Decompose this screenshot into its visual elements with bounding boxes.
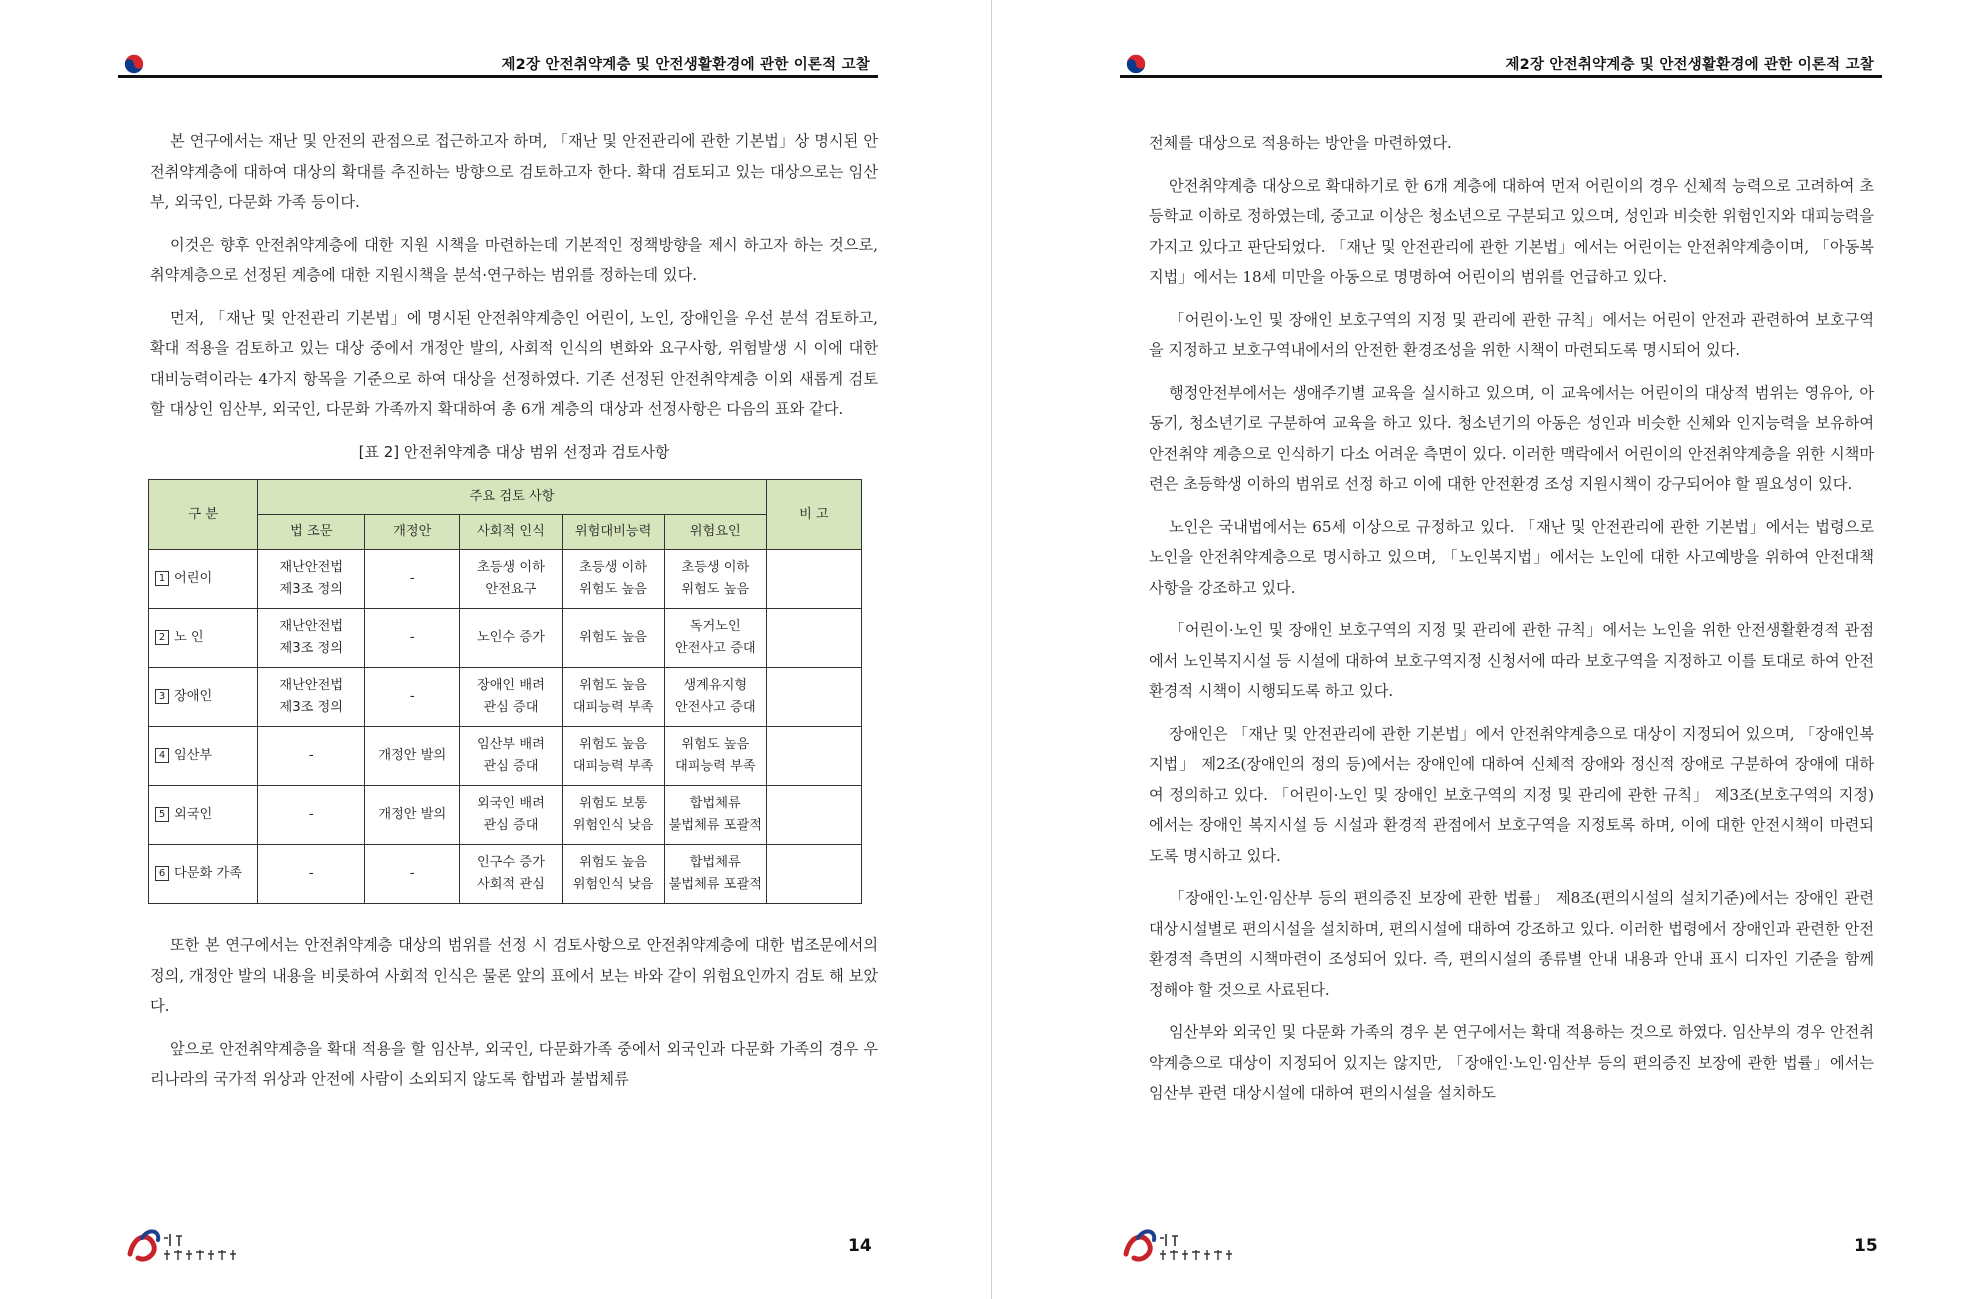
cell-risk — [664, 727, 766, 786]
cell-line: 초등생 이하 — [476, 560, 545, 575]
taegeuk-emblem-icon — [124, 54, 144, 74]
cell-prep — [562, 668, 664, 727]
table-body — [149, 550, 862, 904]
cell-risk — [664, 609, 766, 668]
cell-social — [460, 786, 562, 845]
cell-line: - — [409, 866, 415, 881]
cell-amend — [365, 668, 460, 727]
review-table — [148, 479, 862, 904]
left-body — [150, 126, 878, 1107]
cell-line: 외국인 배려 — [476, 796, 545, 811]
cell-line: 대피능력 부족 — [674, 759, 756, 774]
cell-line: 위험도 높음 — [681, 582, 750, 597]
cell-line: 위험인식 낮음 — [572, 818, 654, 833]
group-label: 장애인 — [174, 689, 213, 704]
cell-note — [766, 609, 861, 668]
body-paragraph: 「장애인·노인·임산부 등의 편의증진 보장에 관한 법률」 제8조(편의시설의 설치기준)에서는 장애인 관련 대상시설별로 편의시설을 설치하며, 편의시설에 대하여 강조하고 있다. 이러한 법령에서 장애인과 관련한 안전 환경적 측면의 시책마련이 조성되어 있다. 즉, 편의시설의 종류별 안내 내용과 안내 표시 디자인 기준을 함께 정해야 할 것으로 사료된다. — [1149, 889, 1874, 999]
table-row — [149, 609, 862, 668]
body-paragraph: 앞으로 안전취약계층을 확대 적용을 할 임산부, 외국인, 다문화가족 중에서 외국인과 다문화 가족의 경우 우리나라의 국가적 위상과 안전에 사람이 소외되지 않도록 합법과 불법체류 — [150, 1039, 878, 1088]
cell-line: 제3조 정의 — [279, 582, 344, 597]
cell-social — [460, 609, 562, 668]
cell-line: 관심 증대 — [483, 759, 539, 774]
cell-line: 재난안전법 — [279, 619, 344, 634]
cell-line: 안전요구 — [485, 582, 537, 597]
body-paragraph: 이것은 향후 안전취약계층에 대한 지원 시책을 마련하는데 기본적인 정책방향을 제시 하고자 하는 것으로, 취약계층으로 선정된 계층에 대한 지원시책을 분석·연구하는 범위를 정하는데 있다. — [150, 235, 878, 284]
cell-line: 위험도 높음 — [579, 630, 648, 645]
cell-line: 위험인식 낮음 — [572, 877, 654, 892]
cell-law — [258, 845, 365, 904]
cell-law — [258, 550, 365, 609]
cell-law — [258, 609, 365, 668]
body-paragraph: 「어린이·노인 및 장애인 보호구역의 지정 및 관리에 관한 규칙」에서는 어린이 안전과 관련하여 보호구역을 지정하고 보호구역내에서의 안전한 환경조성을 위한 시책이 마련되도록 명시되어 있다. — [1149, 310, 1874, 359]
body-paragraph: 안전취약계층 대상으로 확대하기로 한 6개 계층에 대하여 먼저 어린이의 경우 신체적 능력으로 고려하여 초등학교 이하로 정하였는데, 중고교 이상은 청소년으로 구분되고 있으며, 성인과 비슷한 위험인지와 대피능력을 가지고 있다고 판단되었다. 「재난 및 안전관리에 관한 기본법」에서는 어린이는 안전취약계층이며, 「아동복지법」에서는 18세 미만을 아동으로 명명하여 어린이의 범위를 언급하고 있다. — [1149, 176, 1874, 286]
row-number-box: 2 — [155, 630, 169, 645]
cell-note — [766, 668, 861, 727]
cell-social — [460, 845, 562, 904]
continued-line: 전체를 대상으로 적용하는 방안을 마련하였다. — [1149, 134, 1452, 152]
cell-line: 개정안 발의 — [378, 807, 447, 822]
right-body — [1149, 128, 1874, 1121]
row-number-box: 5 — [155, 807, 169, 822]
group-label: 외국인 — [174, 807, 213, 822]
row-number-box: 4 — [155, 748, 169, 763]
cell-line: 위험도 높음 — [681, 737, 750, 752]
cell-law — [258, 727, 365, 786]
table-row — [149, 727, 862, 786]
cell-amend — [365, 845, 460, 904]
cell-line: 위험도 높음 — [579, 855, 648, 870]
page-number: 14 — [848, 1236, 872, 1256]
group-label: 임산부 — [174, 748, 213, 763]
table-row — [149, 668, 862, 727]
slogan-calligraphy-logo — [124, 1224, 254, 1268]
cell-line: 위험도 높음 — [579, 678, 648, 693]
cell-note — [766, 845, 861, 904]
cell-note — [766, 727, 861, 786]
table-row — [149, 786, 862, 845]
body-paragraph: 노인은 국내법에서는 65세 이상으로 규정하고 있다. 「재난 및 안전관리에 관한 기본법」에서는 법령으로 노인을 안전취약계층으로 명시하고 있으며, 「노인복지법」에서는 노인에 대한 사고예방을 위하여 안전대책 사항을 강조하고 있다. — [1149, 517, 1874, 597]
subheader-cell: 사회적 인식 — [460, 515, 562, 550]
right-page — [992, 0, 1983, 1299]
cell-line: 대피능력 부족 — [572, 700, 654, 715]
cell-law — [258, 786, 365, 845]
table-caption: [표 2] 안전취약계층 대상 범위 선정과 검토사항 — [358, 442, 670, 461]
body-paragraph: 먼저, 「재난 및 안전관리 기본법」에 명시된 안전취약계층인 어린이, 노인, 장애인을 우선 분석 검토하고, 확대 적용을 검토하고 있는 대상 중에서 개정안 발의, 사회적 인식의 변화와 요구사항, 위험발생 시 이에 대한 대비능력이라는 4가지 항목을 기준으로 하여 대상을 선정하였다. 기존 선정된 안전취약계층 이외 새롭게 검토 할 대상인 임산부, 외국인, 다문화 가족까지 확대하여 총 6개 계층의 대상과 선정사항은 다음의 표와 같다. — [150, 308, 878, 418]
cell-risk — [664, 550, 766, 609]
cell-line: 독거노인 — [689, 619, 741, 634]
cell-line: - — [409, 689, 415, 704]
cell-risk — [664, 845, 766, 904]
cell-note — [766, 786, 861, 845]
subheader-cell: 위험요인 — [664, 515, 766, 550]
page-header — [1120, 52, 1882, 78]
cell-line: - — [409, 630, 415, 645]
cell-line: 임산부 배려 — [476, 737, 545, 752]
page-number: 15 — [1854, 1236, 1878, 1256]
cell-amend — [365, 609, 460, 668]
body-paragraph: 「어린이·노인 및 장애인 보호구역의 지정 및 관리에 관한 규칙」에서는 노인을 위한 안전생활환경적 관점에서 노인복지시설 등 시설에 대하여 보호구역지정 신청서에 따라 보호구역을 지정하고 이를 토대로 하여 안전 환경적 시책이 시행되도록 하고 있다. — [1149, 621, 1874, 700]
cell-social — [460, 668, 562, 727]
cell-line: 인구수 증가 — [476, 855, 545, 870]
cell-prep — [562, 786, 664, 845]
cell-line: 사회적 관심 — [476, 877, 545, 892]
cell-line: 위험도 높음 — [579, 582, 648, 597]
chapter-title: 제2장 안전취약계층 및 안전생활환경에 관한 이론적 고찰 — [501, 57, 870, 73]
chapter-title: 제2장 안전취약계층 및 안전생활환경에 관한 이론적 고찰 — [1505, 57, 1874, 73]
paragraphs-after — [150, 930, 878, 1095]
cell-line: 안전사고 증대 — [674, 700, 756, 715]
paragraphs-before — [150, 126, 878, 425]
cell-line: 위험도 보통 — [579, 796, 648, 811]
cell-risk — [664, 786, 766, 845]
cell-prep — [562, 727, 664, 786]
cell-line: - — [308, 748, 314, 763]
left-page — [0, 0, 991, 1299]
table-row — [149, 550, 862, 609]
cell-line: 초등생 이하 — [681, 560, 750, 575]
cell-line: 관심 증대 — [483, 700, 539, 715]
cell-law — [258, 668, 365, 727]
cell-line: 합법체류 — [689, 855, 741, 870]
cell-note — [766, 550, 861, 609]
group-label: 다문화 가족 — [174, 866, 242, 881]
cell-line: 안전사고 증대 — [674, 641, 756, 656]
row-number-box: 1 — [155, 571, 169, 586]
body-paragraph: 행정안전부에서는 생애주기별 교육을 실시하고 있으며, 이 교육에서는 어린이의 대상적 범위는 영유아, 아동기, 청소년기로 구분하여 교육을 하고 있다. 청소년기의 아동은 성인과 비슷한 신체와 인지능력을 보유하여 안전취약 계층으로 인식하기 다소 어려운 측면이 있다. 이러한 맥락에서 어린이의 안전취약계층을 위한 시책마련은 초등학생 이하의 범위로 선정 하고 이에 대한 안전환경 조성 지원시책이 강구되어야 할 필요성이 있다. — [1149, 383, 1874, 493]
body-paragraph: 장애인은 「재난 및 안전관리에 관한 기본법」에서 안전취약계층으로 대상이 지정되어 있으며, 「장애인복지법」 제2조(장애인의 정의 등)에서는 장애인에 대하여 신체적 장애와 정신적 장애로 구분하여 장애에 대하여 정의하고 있다. 「어린이·노인 및 장애인 보호구역의 지정 및 관리에 관한 규칙」 제3조(보호구역의 지정)에서는 장애인 복지시설 등 시설과 환경적 관점에서 보호구역을 지정토록 하며, 이에 대한 안전시책이 마련되도록 명시하고 있다. — [1149, 724, 1874, 865]
cell-prep — [562, 609, 664, 668]
subheader-cell: 개정안 — [365, 515, 460, 550]
taegeuk-emblem-icon — [1126, 54, 1146, 74]
group-cell — [149, 609, 258, 668]
header-group: 구 분 — [149, 480, 258, 550]
cell-line: 관심 증대 — [483, 818, 539, 833]
cell-line: - — [308, 807, 314, 822]
row-number-box: 3 — [155, 689, 169, 704]
header-note: 비 고 — [766, 480, 861, 550]
cell-line: 재난안전법 — [279, 678, 344, 693]
cell-line: 제3조 정의 — [279, 700, 344, 715]
header-main: 주요 검토 사항 — [258, 480, 767, 515]
group-cell — [149, 845, 258, 904]
group-cell — [149, 668, 258, 727]
right-paragraphs — [1149, 171, 1874, 1109]
cell-prep — [562, 845, 664, 904]
cell-social — [460, 727, 562, 786]
group-label: 노 인 — [174, 630, 204, 645]
slogan-calligraphy-logo — [1120, 1224, 1250, 1268]
cell-amend — [365, 727, 460, 786]
group-cell — [149, 550, 258, 609]
cell-prep — [562, 550, 664, 609]
cell-line: 불법체류 포괄적 — [668, 818, 762, 833]
group-label: 어린이 — [174, 571, 213, 586]
page-header — [118, 52, 878, 78]
row-number-box: 6 — [155, 866, 169, 881]
cell-line: 노인수 증가 — [476, 630, 545, 645]
cell-risk — [664, 668, 766, 727]
cell-line: 재난안전법 — [279, 560, 344, 575]
body-paragraph: 본 연구에서는 재난 및 안전의 관점으로 접근하고자 하며, 「재난 및 안전관리에 관한 기본법」상 명시된 안전취약계층에 대하여 대상의 확대를 추진하는 방향으로 검토하고자 한다. 확대 검토되고 있는 대상으로는 임산부, 외국인, 다문화 가족 등이다. — [150, 132, 878, 211]
cell-amend — [365, 550, 460, 609]
cell-line: 제3조 정의 — [279, 641, 344, 656]
cell-social — [460, 550, 562, 609]
cell-line: 대피능력 부족 — [572, 759, 654, 774]
body-paragraph: 또한 본 연구에서는 안전취약계층 대상의 범위를 선정 시 검토사항으로 안전취약계층에 대한 법조문에서의 정의, 개정안 발의 내용을 비롯하여 사회적 인식은 물론 앞의 표에서 보는 바와 같이 위험요인까지 검토 해 보았다. — [150, 936, 878, 1015]
body-paragraph: 임산부와 외국인 및 다문화 가족의 경우 본 연구에서는 확대 적용하는 것으로 하였다. 임산부의 경우 안전취약계층으로 대상이 지정되어 있지는 않지만, 「장애인·노인·임산부 등의 편의증진 보장에 관한 법률」에서는 임산부 관련 대상시설에 대하여 편의시설을 설치하도 — [1149, 1023, 1874, 1102]
cell-line: 개정안 발의 — [378, 748, 447, 763]
group-cell — [149, 786, 258, 845]
group-cell — [149, 727, 258, 786]
subheader-cell: 위험대비능력 — [562, 515, 664, 550]
table-row — [149, 845, 862, 904]
cell-line: - — [308, 866, 314, 881]
subheader-cell: 법 조문 — [258, 515, 365, 550]
cell-line: 생계유지형 — [683, 678, 748, 693]
cell-line: 위험도 높음 — [579, 737, 648, 752]
cell-amend — [365, 786, 460, 845]
cell-line: - — [409, 571, 415, 586]
cell-line: 초등생 이하 — [579, 560, 648, 575]
cell-line: 불법체류 포괄적 — [668, 877, 762, 892]
cell-line: 합법체류 — [689, 796, 741, 811]
cell-line: 장애인 배려 — [476, 678, 545, 693]
